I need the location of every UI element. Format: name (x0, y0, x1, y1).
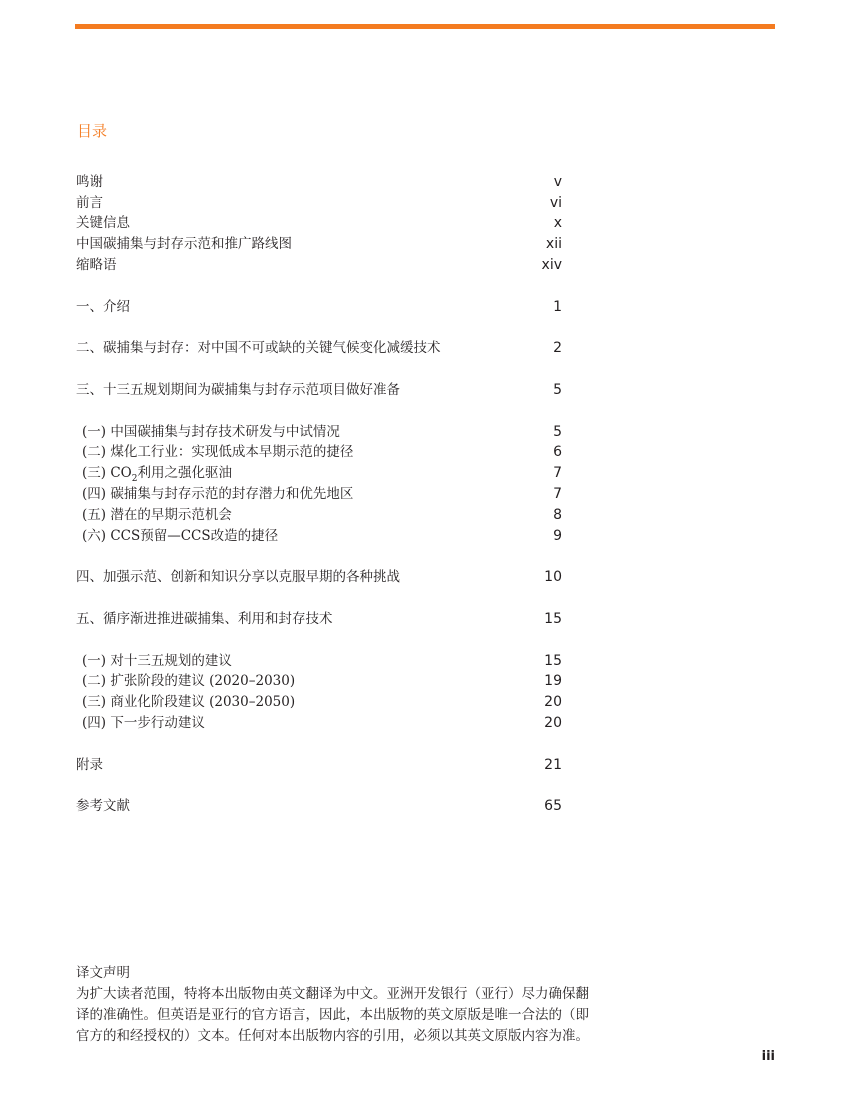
toc-heading: 目录 (77, 122, 108, 140)
toc-subentry[interactable] (82, 713, 562, 733)
toc-entry-page: 5 (553, 424, 562, 440)
toc-entry-page: 7 (553, 465, 562, 481)
toc-entry-page: 5 (553, 382, 562, 398)
toc-entry-title: (二) 煤化工行业：实现低成本早期示范的捷径 (82, 444, 354, 460)
toc-entry-page: 7 (553, 486, 562, 502)
toc-entry-title: 五、循序渐进推进碳捕集、利用和封存技术 (76, 611, 333, 627)
toc-entry[interactable] (76, 255, 562, 275)
toc-entry[interactable] (76, 234, 562, 254)
toc-entry-title: 二、碳捕集与封存：对中国不可或缺的关键气候变化减缓技术 (76, 340, 441, 356)
subscript-2: 2 (131, 474, 138, 484)
toc-entry-page: 2 (553, 340, 562, 356)
toc-subentry[interactable] (82, 671, 562, 691)
notice-line: 为扩大读者范围，特将本出版物由英文翻译为中文。亚洲开发银行（亚行）尽力确保翻 (76, 986, 589, 1002)
toc-entry[interactable] (76, 609, 562, 629)
toc-entry-title-part: 利用之强化驱油 (137, 465, 232, 481)
toc-entry-title: 鸣谢 (76, 174, 103, 190)
toc-entry-title: 参考文献 (76, 798, 130, 814)
toc-entry[interactable] (76, 213, 562, 233)
toc-entry-page: xii (545, 236, 562, 252)
toc-entry[interactable] (76, 193, 562, 213)
toc-entry-title: 附录 (76, 757, 103, 773)
toc-subentry[interactable] (82, 422, 562, 442)
toc-entry-page: x (553, 215, 562, 231)
toc-subentry[interactable] (82, 526, 562, 546)
toc-entry-page: 9 (553, 528, 562, 544)
toc-entry[interactable] (76, 172, 562, 192)
toc-entry-page: 15 (544, 611, 562, 627)
toc-entry-page: 8 (553, 507, 562, 523)
toc-entry-page: 10 (544, 569, 562, 585)
toc-subentry[interactable] (82, 692, 562, 712)
toc-entry-page: vi (549, 195, 562, 211)
toc-subentry[interactable] (82, 442, 562, 462)
translation-notice (76, 963, 616, 1047)
toc-subentry[interactable] (82, 651, 562, 671)
toc-entry[interactable] (76, 796, 562, 816)
toc-entry-title: (一) 对十三五规划的建议 (82, 653, 232, 669)
toc-entry-title: (四) 下一步行动建议 (82, 715, 205, 731)
toc-subentry[interactable] (82, 463, 562, 483)
toc-entry[interactable] (76, 380, 562, 400)
toc-entry-page: 6 (553, 444, 562, 460)
toc-entry-title: 缩略语 (76, 257, 117, 273)
toc-entry-title: (五) 潜在的早期示范机会 (82, 507, 232, 523)
toc-subentry[interactable] (82, 505, 562, 525)
toc-entry-title: 三、十三五规划期间为碳捕集与封存示范项目做好准备 (76, 382, 400, 398)
toc-entry-title: 四、加强示范、创新和知识分享以克服早期的各种挑战 (76, 569, 400, 585)
toc-entry-page: 65 (544, 798, 562, 814)
toc-entry-title (82, 463, 232, 485)
toc-entry-page: 20 (544, 715, 562, 731)
notice-line: 译的准确性。但英语是亚行的官方语言，因此，本出版物的英文原版是唯一合法的（即 (76, 1007, 589, 1023)
toc-entry[interactable] (76, 297, 562, 317)
toc-entry-title: 前言 (76, 195, 103, 211)
toc-entry-title: (六) CCS预留—CCS改造的捷径 (82, 528, 279, 544)
toc-entry-page: 20 (544, 694, 562, 710)
toc-entry-title-part: (三) CO (82, 465, 132, 481)
toc-subentry[interactable] (82, 484, 562, 504)
toc-entry-title: (二) 扩张阶段的建议 (2020–2030) (82, 673, 296, 689)
notice-heading: 译文声明 (76, 965, 130, 981)
notice-line: 官方的和经授权的）文本。任何对本出版物内容的引用，必须以其英文原版内容为准。 (76, 1028, 589, 1044)
header-rule (75, 24, 775, 29)
toc-entry-page: 1 (553, 299, 562, 315)
toc-entry[interactable] (76, 755, 562, 775)
toc-entry-page: 21 (544, 757, 562, 773)
toc-entry-title: 关键信息 (76, 215, 130, 231)
toc-entry[interactable] (76, 338, 562, 358)
toc-entry-page: 15 (544, 653, 562, 669)
toc-entry-title: 中国碳捕集与封存示范和推广路线图 (76, 236, 292, 252)
toc-entry-title: 一、介绍 (76, 299, 130, 315)
toc-entry-page: 19 (544, 673, 562, 689)
toc-entry-title: (四) 碳捕集与封存示范的封存潜力和优先地区 (82, 486, 354, 502)
toc-entry-title: (一) 中国碳捕集与封存技术研发与中试情况 (82, 424, 340, 440)
toc-entry-page: v (553, 174, 562, 190)
toc-entry-title: (三) 商业化阶段建议 (2030–2050) (82, 694, 296, 710)
page-number: iii (761, 1049, 775, 1064)
toc-entry[interactable] (76, 567, 562, 587)
toc-entry-page: xiv (541, 257, 562, 273)
